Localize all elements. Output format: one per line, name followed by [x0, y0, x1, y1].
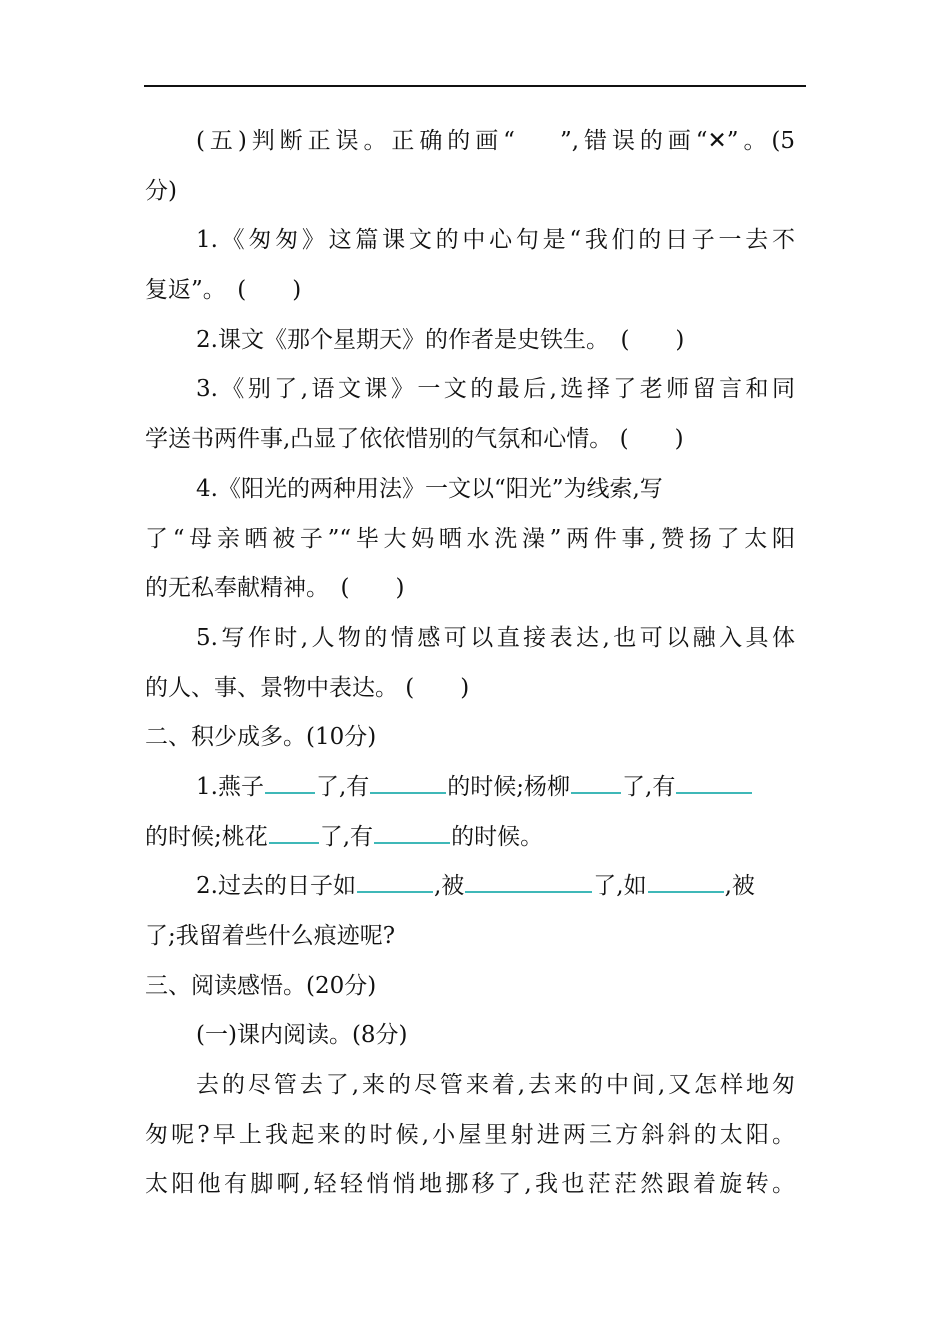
- question-5: 5.写作时,人物的情感可以直接表达,也可以融入具体: [196, 624, 795, 651]
- answer-blank[interactable]: [370, 791, 446, 794]
- text: 的时候。: [451, 823, 544, 850]
- answer-blank[interactable]: [374, 841, 450, 844]
- fill-question-2: [145, 862, 795, 912]
- passage-line: 去的尽管去了,来的尽管来着,去来的中间,又怎样地匆: [196, 1072, 795, 1099]
- question-5-cont: 的人、事、景物中表达。 ( ): [145, 674, 470, 701]
- instruction-cont: 分): [145, 177, 177, 204]
- section-3-title: 三、阅读感悟。(20分): [145, 972, 377, 999]
- header-rule: [144, 85, 806, 87]
- question-4-end: 的无私奉献精神。 ( ): [145, 575, 405, 602]
- text: ,被: [724, 873, 755, 900]
- question-3: 3.《别了,语文课》一文的最后,选择了老师留言和同: [196, 376, 795, 403]
- text: 2.过去的日子如: [196, 873, 356, 900]
- fill-question-2-cont: 了;我留着些什么痕迹呢?: [145, 923, 396, 949]
- worksheet: [145, 117, 795, 1210]
- text: 1.燕子: [196, 773, 264, 800]
- text: 的时候;杨柳: [447, 773, 571, 800]
- text: 了,有: [315, 773, 370, 800]
- section-2-title: 二、积少成多。(10分): [145, 724, 377, 751]
- fill-question-1-cont: [145, 813, 795, 863]
- answer-blank[interactable]: [357, 890, 433, 893]
- question-4: 4.《阳光的两种用法》一文以“阳光”为线索,写: [196, 475, 663, 502]
- passage-line: 匆呢?早上我起来的时候,小屋里射进两三方斜斜的太阳。: [145, 1121, 795, 1148]
- subsection-title: (一)课内阅读。(8分): [196, 1022, 408, 1049]
- fill-question-1: [145, 763, 795, 813]
- text: 了,有: [622, 773, 676, 800]
- answer-blank[interactable]: [465, 890, 592, 893]
- answer-blank[interactable]: [648, 890, 724, 893]
- text: 的时候;桃花: [145, 823, 268, 850]
- text: 了,如: [593, 873, 647, 900]
- text: ,被: [433, 873, 465, 900]
- answer-blank[interactable]: [676, 791, 752, 794]
- answer-blank[interactable]: [265, 791, 315, 794]
- question-1-cont: 复返”。 ( ): [145, 277, 302, 304]
- answer-blank[interactable]: [269, 841, 319, 844]
- question-2: 2.课文《那个星期天》的作者是史铁生。 ( ): [196, 326, 685, 353]
- question-3-cont: 学送书两件事,凸显了依依惜别的气氛和心情。 ( ): [145, 426, 684, 453]
- answer-blank[interactable]: [571, 791, 621, 794]
- instruction: (五)判断正误。正确的画“ ”,错误的画“✕”。(5: [196, 128, 795, 154]
- text: 了,有: [319, 823, 374, 850]
- question-4-cont: 了“母亲晒被子”“毕大妈晒水洗澡”两件事,赞扬了太阳: [145, 525, 795, 552]
- passage-line: 太阳他有脚啊,轻轻悄悄地挪移了,我也茫茫然跟着旋转。: [145, 1171, 795, 1198]
- question-1: 1.《匆匆》这篇课文的中心句是“我们的日子一去不: [196, 227, 795, 254]
